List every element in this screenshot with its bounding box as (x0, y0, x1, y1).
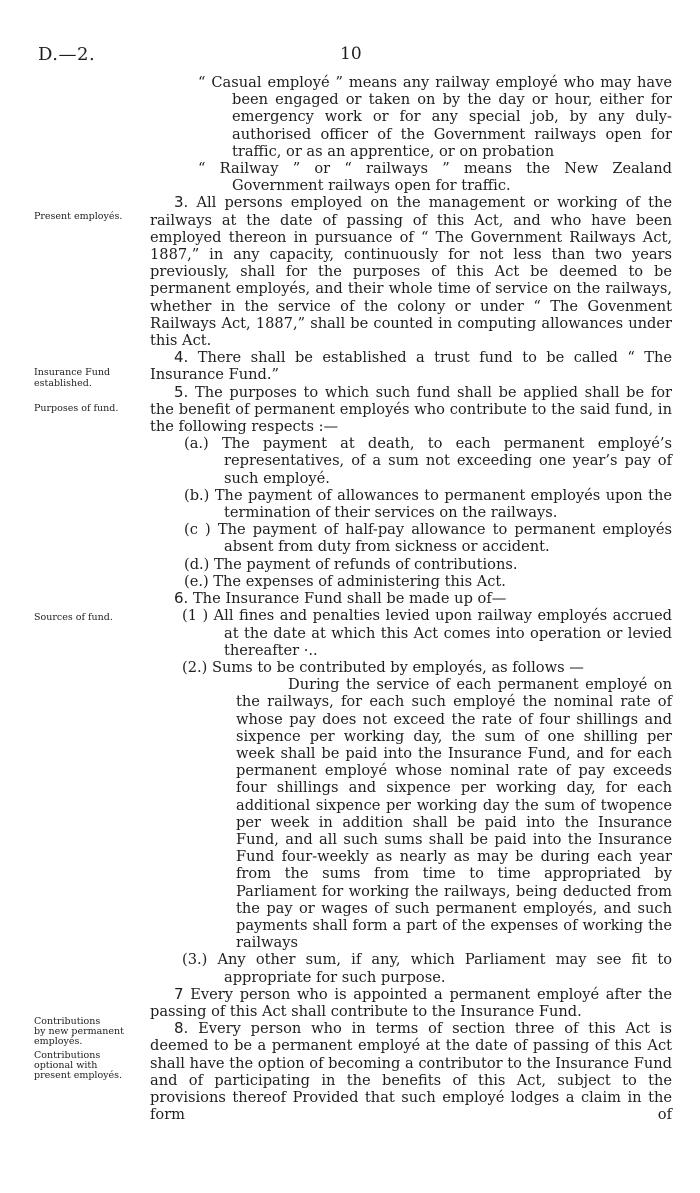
section-text: The Insurance Fund shall be made up of— (192, 590, 507, 608)
purpose-b: (b.) The payment of allowances to permanent employés upon the termination of their services on the railways. (184, 486, 672, 522)
document-reference: D.—2. (38, 44, 96, 65)
margin-note-contributions-new-3: employés. (34, 1036, 83, 1047)
source-3: (3.) Any other sum, if any, which Parliament may see fit to appropriate for such purpose. (182, 951, 672, 986)
section-number: 7 (174, 984, 184, 1003)
margin-note-optional-2: optional with (34, 1060, 98, 1071)
body-text (150, 74, 672, 1123)
section-number: 8. (174, 1019, 189, 1038)
source-2-detail: During the service of each permanent employé on the railways, for each such employé the nominal rate of whose pay does not exceed the rate of four shillings and sixpence per working day, the sum of one shilling per week shall be paid into the Insurance Fund, and for each permanent employé whose nominal rate of pay exceeds four shillings and sixpence per working day, for each additional sixpence per working day the sum of twopence per week in addition shall be paid into the Insurance Fund, and all such sums shall be paid into the Insurance Fund four-weekly as nearly as may be during each year from the sums from time to time appropriated by Parliament for working the railways, being deducted from the pay or wages of such permanent employés, and such payments shall form a part of the expenses of working the railways (236, 676, 672, 952)
margin-note-optional: Contributions (34, 1050, 101, 1061)
source-2: (2.) Sums to be contributed by employés, as follows — (182, 658, 584, 676)
section-8 (150, 1020, 672, 1123)
section-number: 6. (174, 589, 189, 608)
section-3 (150, 194, 672, 349)
purpose-e: (e.) The expenses of administering this Act. (184, 572, 506, 590)
section-text: There shall be established a trust fund to be called “ The Insurance Fund.” (150, 349, 673, 384)
section-5 (150, 384, 672, 436)
margin-note-sources: Sources of fund. (34, 612, 113, 623)
section-text: The purposes to which such fund shall be applied shall be for the benefit of permanent employés who contribute to the said fund, in the following respects :— (150, 383, 672, 436)
section-number: 4. (174, 348, 189, 367)
section-text: All persons employed on the management or working of the railways at the date of passing of this Act, and who have been employed thereon in pursuance of “ The Government Railways Act, 1887,” in any capacity, continuously for not less than two years previously, shall for the purposes of this Act be deemed to be permanent employés, and their whole time of service on the railways, whether in the service of the colony or under “ The Govenment Railways Act, 1887,” shall be counted in computing allowances under this Act. (150, 194, 672, 350)
margin-note-insurance-fund-2: established. (34, 378, 92, 389)
margin-note-contributions-new-2: by new permanent (34, 1026, 124, 1037)
margin-note-optional-3: present employés. (34, 1070, 123, 1081)
section-number: 3. (174, 193, 189, 212)
section-number: 5. (174, 382, 189, 401)
margin-note-insurance-fund: Insurance Fund (34, 367, 111, 378)
section-7 (150, 986, 672, 1020)
margin-note-contributions-new: Contributions (34, 1016, 101, 1027)
purpose-d: (d.) The payment of refunds of contributions. (184, 555, 518, 573)
purpose-a: (a.) The payment at death, to each permanent employé’s representatives, of a sum not exceeding one year’s pay of such employé. (184, 435, 672, 487)
section-6 (150, 590, 672, 607)
section-4 (150, 349, 672, 383)
section-text: Every person who in terms of section three of this Act is deemed to be a permanent employé at the date of passing of this Act shall have the option of becoming a contributor to the Insurance Fund and of participating in the benefits of this Act, subject to the provisions thereof Provided that such employé lodges a claim in the form of (150, 1020, 672, 1124)
page-number: 10 (340, 44, 362, 64)
margin-note-present-employes: Present employés. (34, 211, 123, 222)
definition-railway: “ Railway ” or “ railways ” means the New Zealand Government railways open for traffic. (198, 160, 672, 195)
definition-casual-employe: “ Casual employé ” means any railway employé who may have been engaged or taken on by the day or hour, either for emergency work or for any special job, by any duly-authorised officer of the Government railways open for traffic, or as an apprentice, or on probation (198, 74, 672, 160)
source-1: (1 ) All fines and penalties levied upon railway employés accrued at the date at which this Act comes into operation or levied thereafter ·.. (182, 607, 672, 659)
margin-note-purposes: Purposes of fund. (34, 403, 119, 414)
purpose-c: (c ) The payment of half-pay allowance to permanent employés absent from duty from sickness or accident. (184, 521, 672, 556)
section-text: Every person who is appointed a permanent employé after the passing of this Act shall contribute to the Insurance Fund. (150, 985, 672, 1020)
